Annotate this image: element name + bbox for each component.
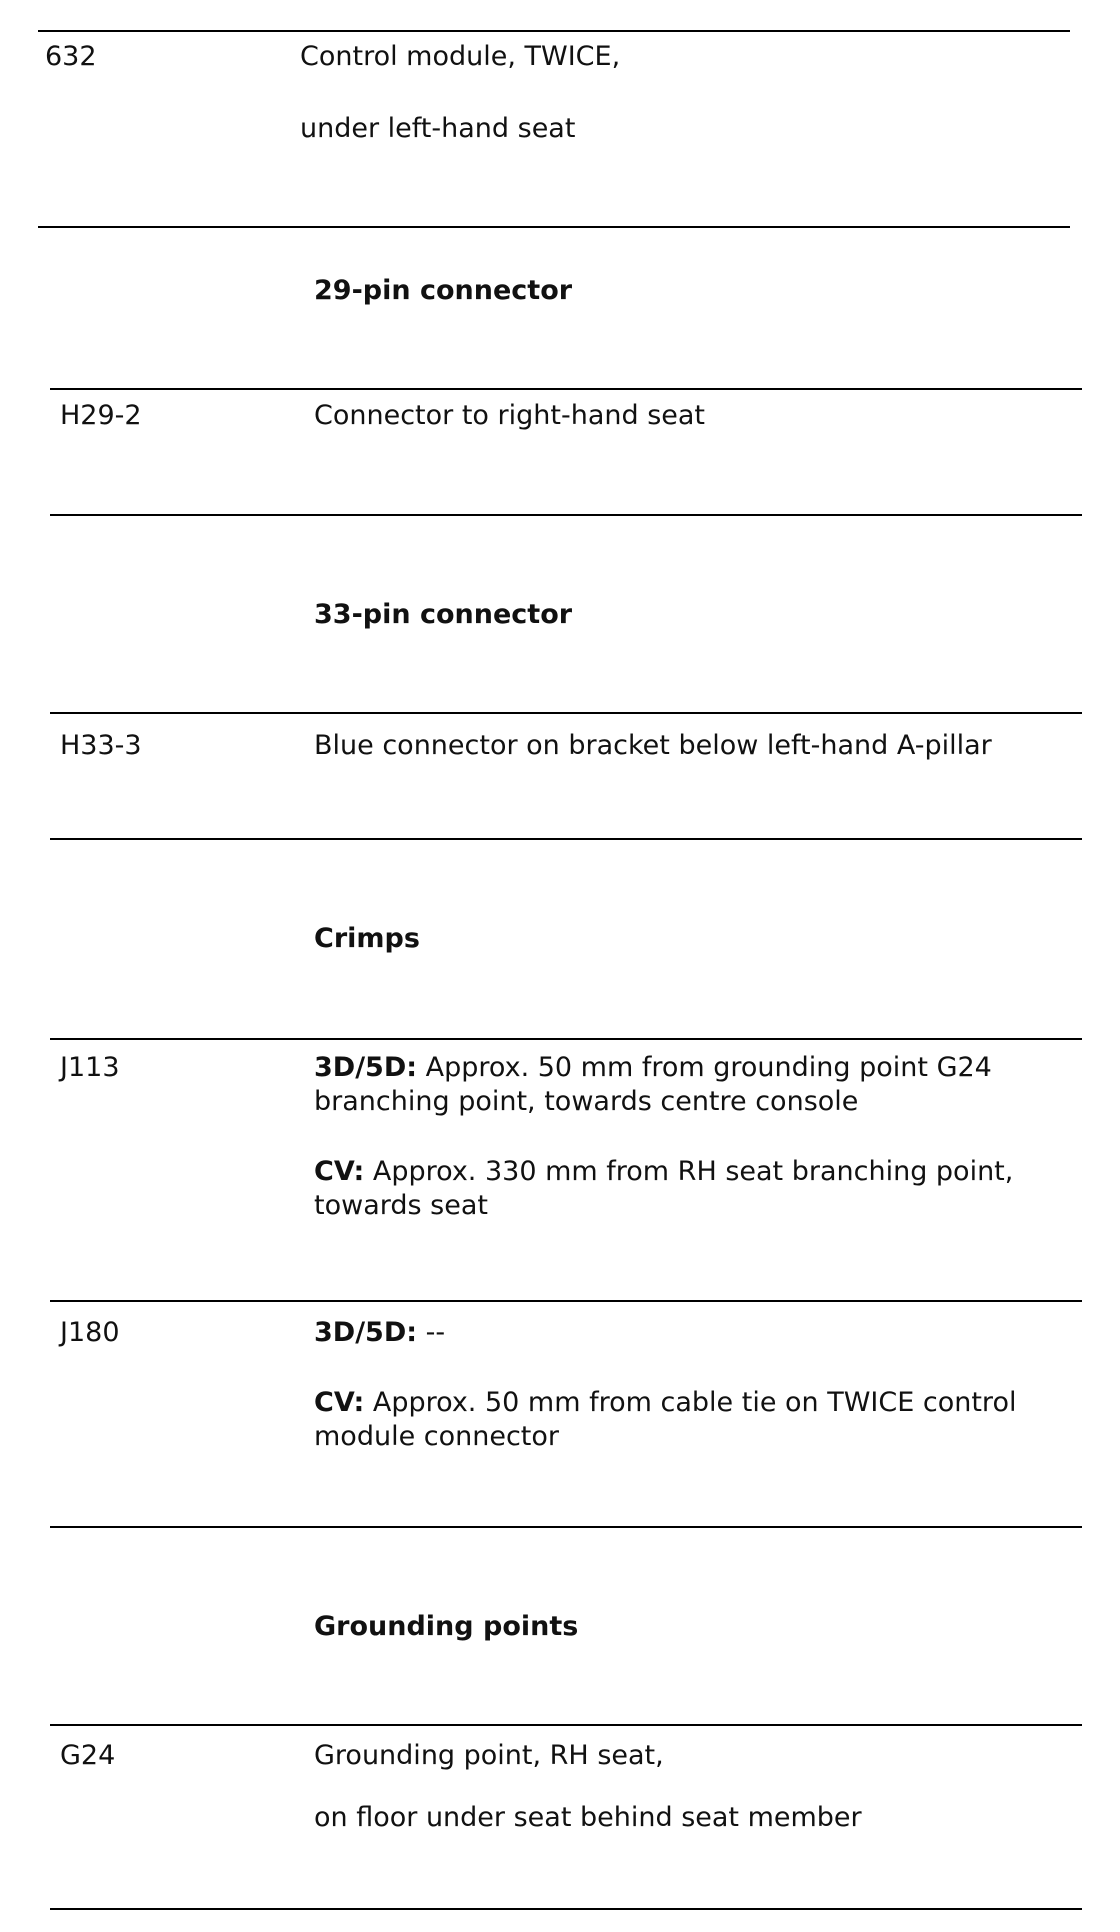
variant-text-3d5d: -- bbox=[417, 1317, 446, 1348]
variant-label-3d5d: 3D/5D: bbox=[314, 1317, 418, 1348]
variant-label-3d5d: 3D/5D: bbox=[314, 1052, 418, 1083]
variant-label-cv: CV: bbox=[314, 1156, 365, 1187]
crimp-code-j113: J113 bbox=[60, 1052, 120, 1083]
module-location: under left-hand seat bbox=[300, 113, 576, 144]
variant-text-cv: Approx. 330 mm from RH seat branching point, towards seat bbox=[314, 1156, 1014, 1221]
heading-29-pin: 29-pin connector bbox=[314, 275, 573, 306]
crimp-j180-3d5d bbox=[314, 1316, 1094, 1350]
connector-code-h33: H33-3 bbox=[60, 730, 142, 761]
rule-after-j113 bbox=[50, 1300, 1082, 1302]
rule-bottom bbox=[50, 1908, 1082, 1910]
rule-top bbox=[38, 30, 1070, 32]
connector-code-h29: H29-2 bbox=[60, 400, 142, 431]
variant-text-3d5d: Approx. 50 mm from grounding point G24 branching point, towards centre console bbox=[314, 1052, 992, 1117]
heading-33-pin: 33-pin connector bbox=[314, 599, 573, 630]
crimp-j113-3d5d bbox=[314, 1051, 1094, 1119]
rule-after-j180 bbox=[50, 1526, 1082, 1528]
rule-crimps bbox=[50, 1038, 1082, 1040]
rule-after-h29 bbox=[50, 514, 1082, 516]
ground-code-g24: G24 bbox=[60, 1740, 116, 1771]
module-code: 632 bbox=[45, 41, 97, 72]
rule-after-h33 bbox=[50, 838, 1082, 840]
crimp-code-j180: J180 bbox=[60, 1317, 120, 1348]
ground-desc-line2: on floor under seat behind seat member bbox=[314, 1802, 862, 1833]
rule-after-module bbox=[38, 226, 1070, 228]
crimp-j113-cv bbox=[314, 1155, 1094, 1223]
connector-desc-h29: Connector to right-hand seat bbox=[314, 400, 706, 431]
heading-grounding: Grounding points bbox=[314, 1611, 579, 1642]
connector-desc-h33: Blue connector on bracket below left-hand A-pillar bbox=[314, 730, 992, 761]
rule-29-pin bbox=[50, 388, 1082, 390]
variant-label-cv: CV: bbox=[314, 1387, 365, 1418]
rule-grounding bbox=[50, 1724, 1082, 1726]
heading-crimps: Crimps bbox=[314, 923, 420, 954]
ground-desc-line1: Grounding point, RH seat, bbox=[314, 1740, 664, 1771]
module-title: Control module, TWICE, bbox=[300, 41, 621, 72]
rule-33-pin bbox=[50, 712, 1082, 714]
crimp-j180-cv bbox=[314, 1386, 1094, 1454]
variant-text-cv: Approx. 50 mm from cable tie on TWICE control module connector bbox=[314, 1387, 1017, 1452]
